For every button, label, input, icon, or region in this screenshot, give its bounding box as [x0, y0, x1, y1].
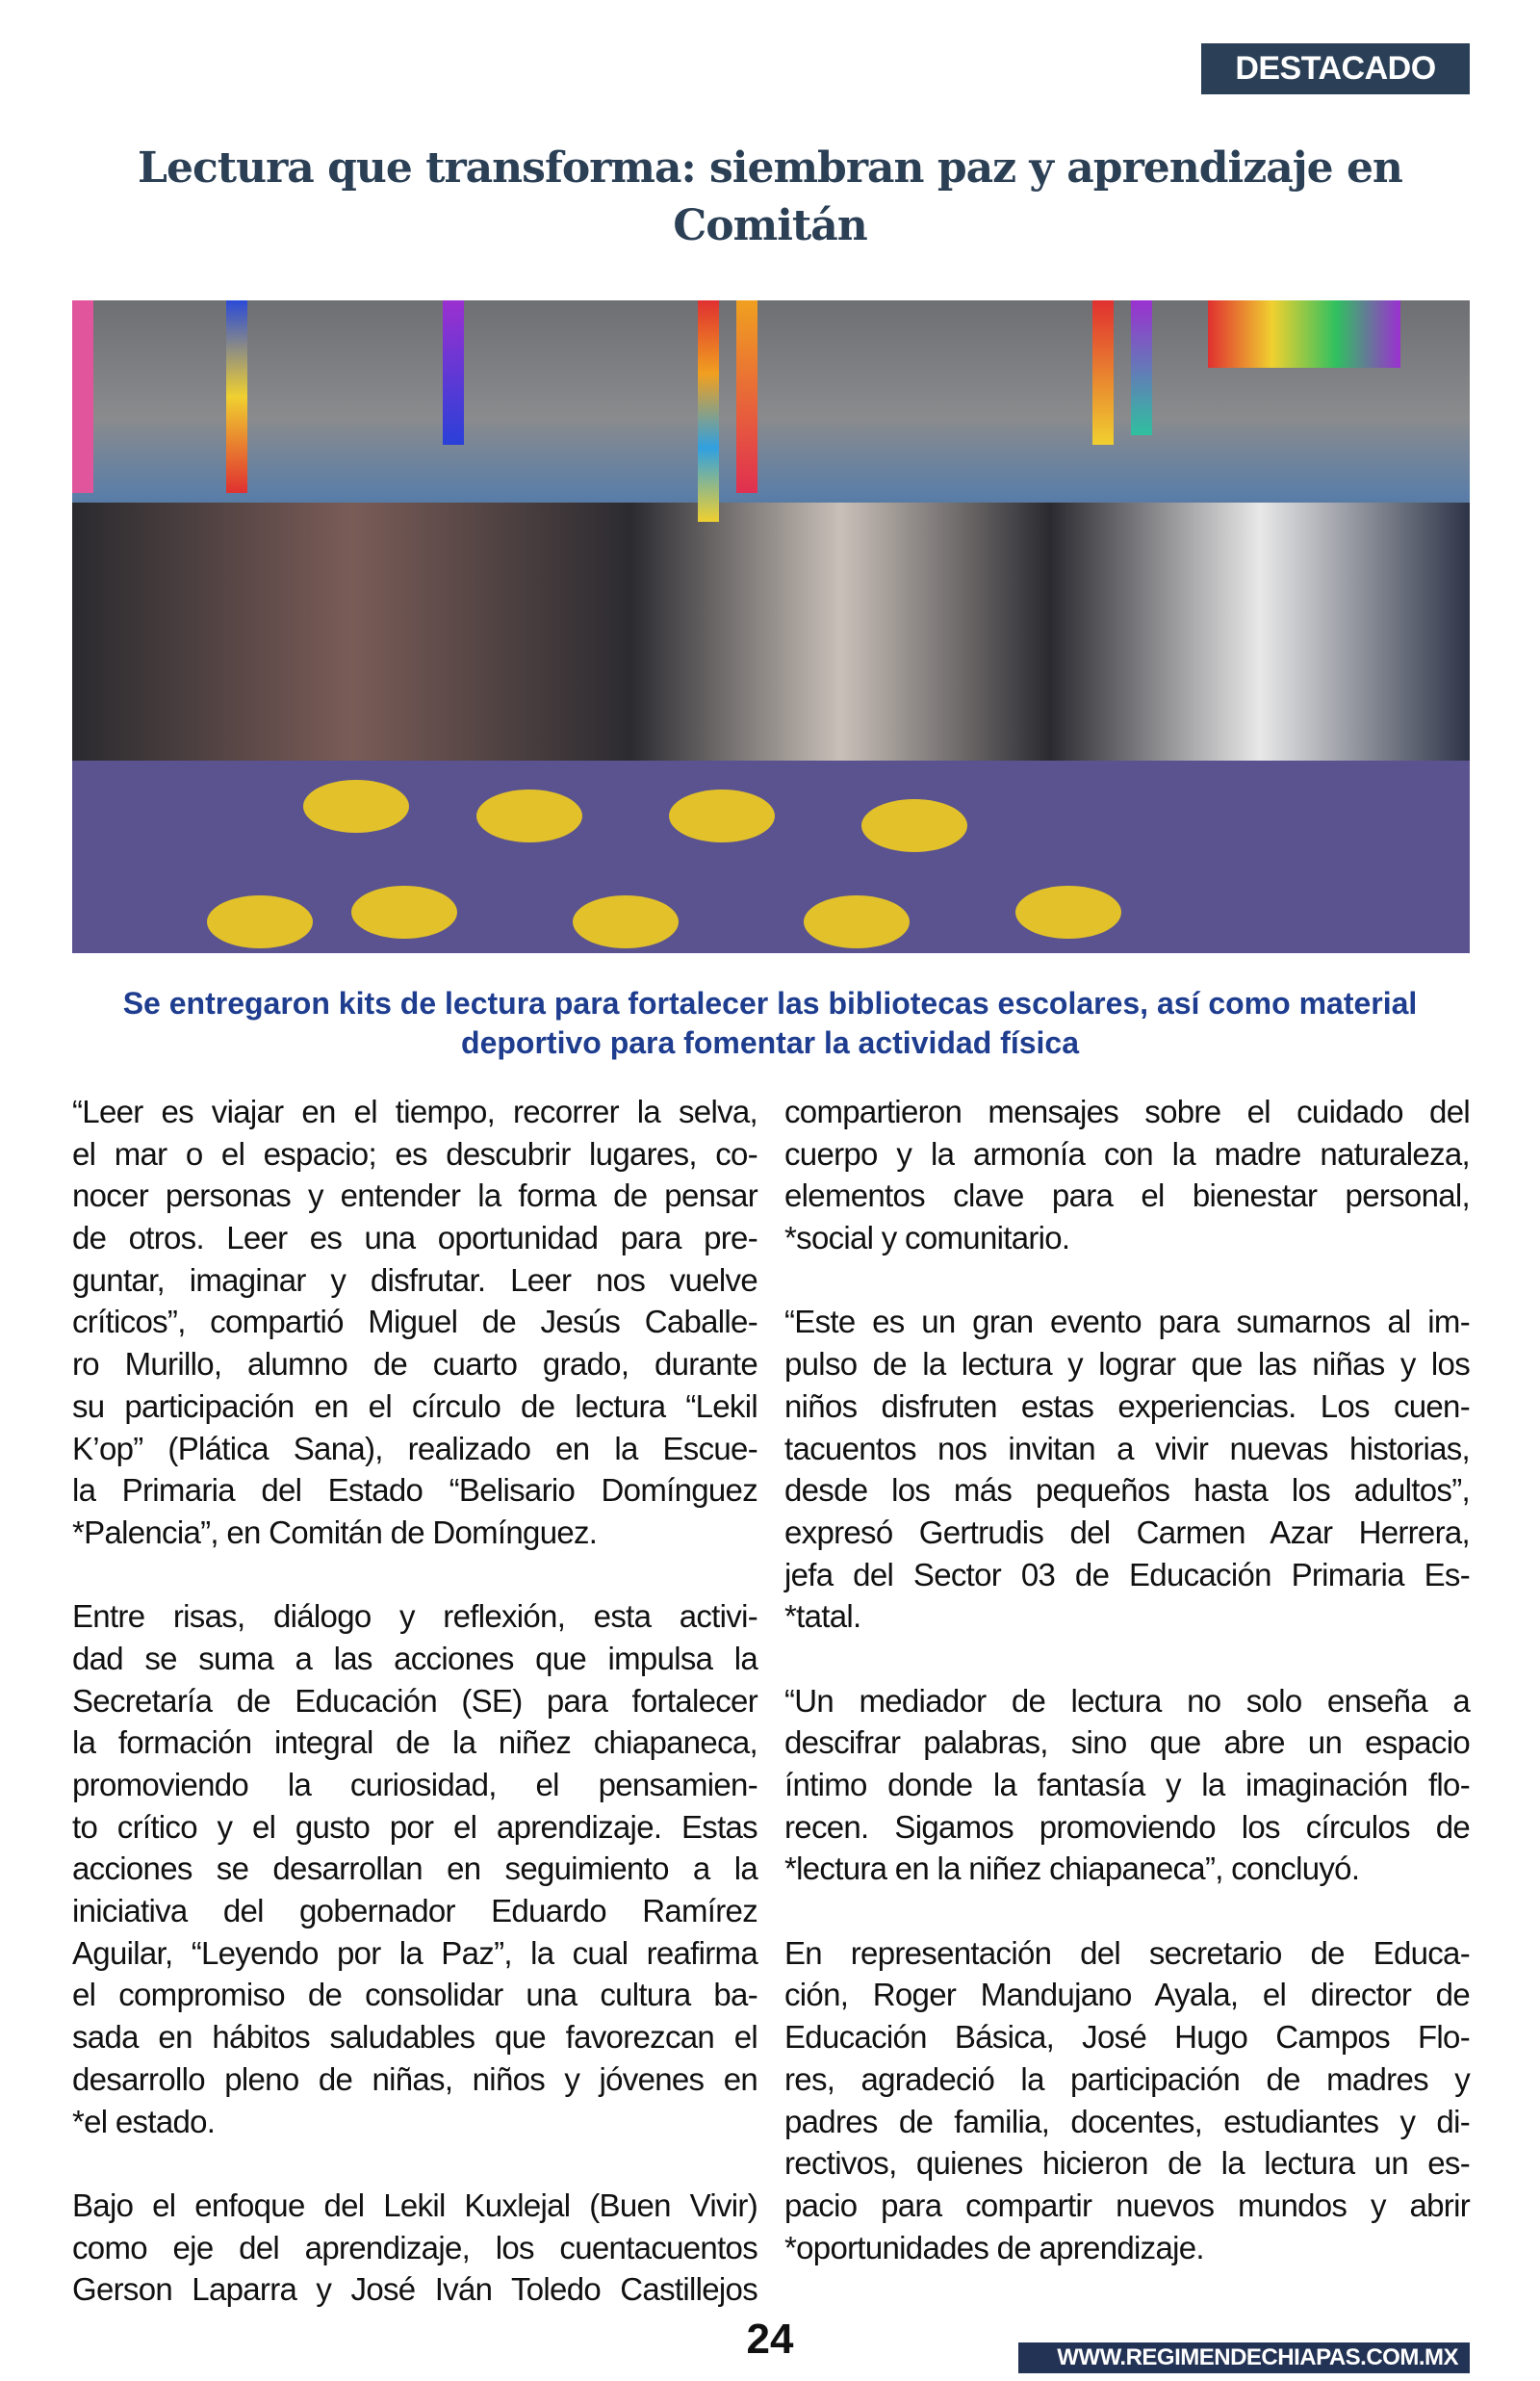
text-line: la formación integral de la niñez chiapaneca, — [72, 1724, 757, 1761]
text-line: to crítico y el gusto por el aprendizaje. Estas — [72, 1808, 757, 1845]
streamer — [1092, 300, 1114, 445]
streamer — [1131, 300, 1152, 435]
text-line: *el estado. — [72, 2103, 216, 2139]
footer-url: WWW.REGIMENDECHIAPAS.COM.MX — [1018, 2342, 1470, 2373]
text-line: críticos”, compartió Miguel de Jesús Caballe- — [72, 1304, 757, 1340]
text-line: su participación en el círculo de lectura “Lekil — [72, 1387, 757, 1424]
text-line: recen. Sigamos promoviendo los círculos de — [784, 1808, 1470, 1845]
text-line: el compromiso de consolidar una cultura ba- — [72, 1977, 757, 2013]
floor-circle — [804, 895, 910, 948]
photo-floor — [72, 761, 1470, 953]
floor-circle — [303, 780, 409, 833]
text-line: “Leer es viajar en el tiempo, recorrer la selva, — [72, 1094, 757, 1129]
floor-circle — [476, 789, 582, 842]
text-line: *lectura en la niñez chiapaneca”, concluyó. — [784, 1850, 1360, 1887]
streamer — [226, 300, 247, 493]
text-line: Bajo el enfoque del Lekil Kuxlejal (Buen Vivir) — [72, 2187, 757, 2223]
text-line: *social y comunitario. — [784, 1220, 1070, 1256]
text-line: acciones se desarrollan en seguimiento a la — [72, 1850, 757, 1887]
streamer — [72, 300, 93, 493]
floor-circle — [573, 895, 679, 948]
text-line: cuerpo y la armonía con la madre naturaleza, — [784, 1135, 1470, 1172]
text-line: la Primaria del Estado “Belisario Domínguez — [72, 1472, 757, 1509]
floor-circle — [207, 895, 313, 948]
article-column-right — [784, 1091, 1470, 2268]
text-line: padres de familia, docentes, estudiantes y di- — [784, 2103, 1470, 2139]
bunting — [1208, 300, 1400, 368]
floor-circle — [669, 789, 775, 842]
text-line: Aguilar, “Leyendo por la Paz”, la cual reafirma — [72, 1934, 757, 1971]
text-line: “Un mediador de lectura no solo enseña a — [784, 1682, 1470, 1719]
text-line: desde los más pequeños hasta los adultos”, — [784, 1472, 1470, 1509]
text-line: ción, Roger Mandujano Ayala, el director de — [784, 1977, 1470, 2013]
text-line: niños disfruten estas experiencias. Los cuen- — [784, 1387, 1470, 1424]
text-line — [784, 1259, 1470, 1302]
text-line: de otros. Leer es una oportunidad para pre- — [72, 1220, 757, 1256]
text-line: K’op” (Plática Sana), realizado en la Escue- — [72, 1430, 757, 1466]
text-line: expresó Gertrudis del Carmen Azar Herrera, — [784, 1514, 1470, 1550]
text-line: “Este es un gran evento para sumarnos al im- — [784, 1304, 1470, 1340]
text-line: Secretaría de Educación (SE) para fortalecer — [72, 1682, 757, 1719]
text-line: tacuentos nos invitan a vivir nuevas historias, — [784, 1430, 1470, 1466]
text-line: jefa del Sector 03 de Educación Primaria Es- — [784, 1556, 1470, 1592]
page-number: 24 — [746, 2316, 794, 2363]
text-line: elementos clave para el bienestar personal, — [784, 1178, 1470, 1214]
article-column-left — [72, 1091, 757, 2311]
text-line: En representación del secretario de Educa- — [784, 1934, 1470, 1971]
photo-crowd — [72, 503, 1470, 791]
text-line: nocer personas y entender la forma de pensar — [72, 1178, 757, 1214]
text-line: guntar, imaginar y disfrutar. Leer nos vuelve — [72, 1261, 757, 1298]
floor-circle — [861, 799, 967, 852]
floor-circle — [351, 886, 457, 939]
article-photo — [72, 300, 1470, 953]
text-line: íntimo donde la fantasía y la imaginación flo- — [784, 1767, 1470, 1802]
text-line: el mar o el espacio; es descubrir lugares, co- — [72, 1135, 757, 1172]
text-line — [72, 2142, 757, 2185]
text-line — [784, 1638, 1470, 1680]
text-line — [72, 1554, 757, 1596]
streamer — [736, 300, 757, 493]
text-line: *Palencia”, en Comitán de Domínguez. — [72, 1514, 598, 1550]
text-line: rectivos, quienes hicieron de la lectura un es- — [784, 2145, 1470, 2182]
article-title: Lectura que transforma: siembran paz y aprendizaje en Comitán — [138, 143, 1402, 250]
floor-circle — [1015, 886, 1121, 939]
text-line: *tatal. — [784, 1598, 861, 1635]
text-line: compartieron mensajes sobre el cuidado del — [784, 1094, 1470, 1129]
text-line: pacio para compartir nuevos mundos y abrir — [784, 2187, 1470, 2223]
text-line: desarrollo pleno de niñas, niños y jóvenes en — [72, 2060, 757, 2097]
text-line: Educación Básica, José Hugo Campos Flo- — [784, 2019, 1470, 2056]
streamer — [698, 300, 719, 522]
text-line: res, agradeció la participación de madres y — [784, 2060, 1470, 2097]
section-badge: DESTACADO — [1201, 43, 1470, 94]
text-line: pulso de la lectura y lograr que las niñas y los — [784, 1346, 1470, 1383]
text-line: sada en hábitos saludables que favorezcan el — [72, 2019, 757, 2056]
streamer — [443, 300, 464, 445]
text-line: descifrar palabras, sino que abre un espacio — [784, 1724, 1470, 1761]
text-line: *oportunidades de aprendizaje. — [784, 2229, 1204, 2265]
text-line: promoviendo la curiosidad, el pensamien- — [72, 1767, 757, 1802]
text-line: Gerson Laparra y José Iván Toledo Castillejos — [72, 2271, 757, 2308]
photo-caption: Se entregaron kits de lectura para fortalecer las bibliotecas escolares, así como material deportivo para fomentar la actividad física — [122, 986, 1418, 1060]
text-line: ro Murillo, alumno de cuarto grado, durante — [72, 1346, 757, 1383]
text-line: Entre risas, diálogo y reflexión, esta activi- — [72, 1598, 757, 1635]
text-line: iniciativa del gobernador Eduardo Ramírez — [72, 1893, 757, 1929]
text-line: como eje del aprendizaje, los cuentacuentos — [72, 2229, 757, 2265]
text-line: dad se suma a las acciones que impulsa la — [72, 1640, 757, 1676]
text-line — [784, 1890, 1470, 1932]
